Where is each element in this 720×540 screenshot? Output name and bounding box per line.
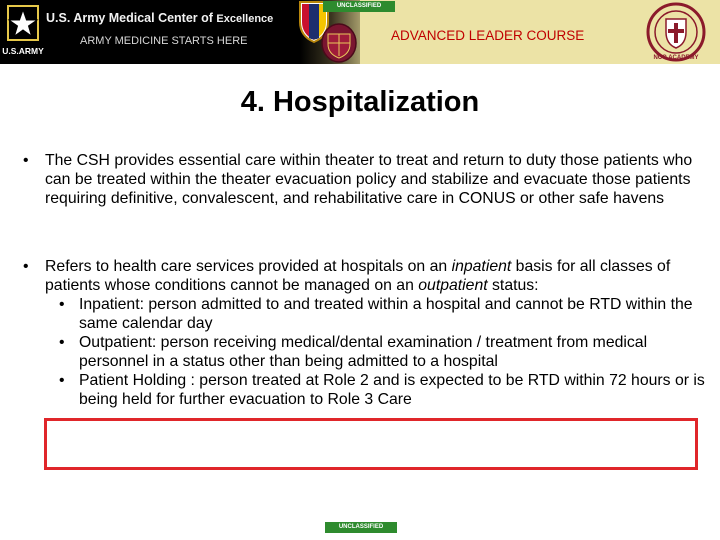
bullet-dot: • <box>59 334 65 351</box>
bullet-dot: • <box>23 258 29 275</box>
bullet-dot: • <box>23 152 29 169</box>
sub-bullet-text: Inpatient: person admitted to and treated within a hospital and cannot be RTD within the same calendar day <box>79 296 693 332</box>
bullet-text-end: status: <box>487 277 539 294</box>
emphasis-outpatient: outpatient <box>418 277 488 294</box>
bullet-text-intro: Refers to health care services provided at hospitals on an <box>45 258 452 275</box>
bullet-dot: • <box>59 296 65 313</box>
bullet-item <box>23 257 710 409</box>
sub-bullet-text: Patient Holding : person treated at Role 2 and is expected to be RTD within 72 hours or is being held for further evacuation to Role 3 Care <box>79 372 705 408</box>
emphasis-inpatient: inpatient <box>451 258 512 275</box>
bullet-text-middle: basis for all classes of patients whose conditions cannot be managed on an <box>45 258 671 294</box>
sub-bullet-list <box>59 295 710 409</box>
bullet-dot: • <box>59 372 65 389</box>
tagline: ARMY MEDICINE STARTS HERE <box>80 35 248 47</box>
unit-crest-icon <box>320 22 358 64</box>
seal-text: NCO ACADEMY <box>653 55 699 61</box>
patient-holding-highlight-box <box>44 418 698 470</box>
header-black-band <box>0 0 310 64</box>
sub-bullet-patient-holding <box>59 371 710 409</box>
sub-bullet-inpatient <box>59 295 710 333</box>
sub-bullet-text: Outpatient: person receiving medical/dental examination / treatment from medical personnel in a status other than being admitted to a hospital <box>79 334 648 370</box>
org-title <box>46 11 273 25</box>
sub-bullet-outpatient <box>59 333 710 371</box>
header-banner <box>0 0 720 64</box>
army-logo-text: U.S.ARMY <box>2 46 44 56</box>
us-army-star-logo-icon <box>2 3 44 61</box>
classification-banner-bottom: UNCLASSIFIED <box>325 522 397 533</box>
slide-title: 4. Hospitalization <box>240 86 480 118</box>
bullet-text: The CSH provides essential care within theater to treat and return to duty those patients who can be treated within the theater evacuation policy and stabilize and evacuate those patients requiring definitive, convalescent, and rehabilitative care in CONUS or other safe havens <box>45 152 693 207</box>
classification-banner-top: UNCLASSIFIED <box>323 1 395 12</box>
org-title-main: U.S. Army Medical Center of <box>46 11 213 25</box>
bullet-item <box>23 151 710 208</box>
nco-academy-seal-icon <box>646 2 706 62</box>
course-title: ADVANCED LEADER COURSE <box>391 28 585 43</box>
org-title-excellence: Excellence <box>216 13 274 25</box>
